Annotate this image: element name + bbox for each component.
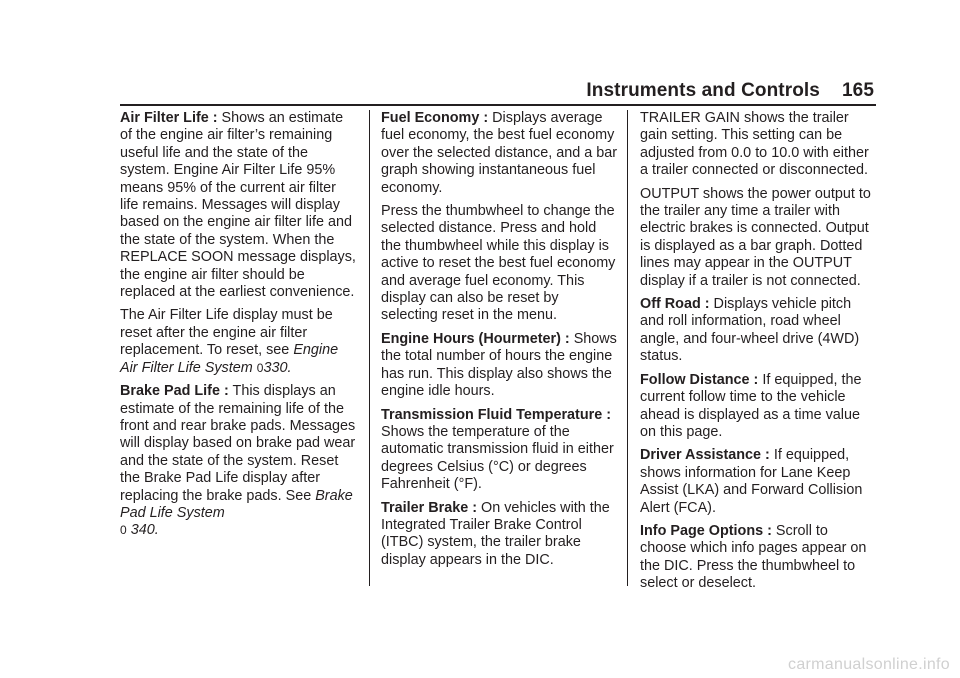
- paragraph-transmission-fluid-temperature: Transmission Fluid Temperature : Shows the temperature of the automatic transmission fluid in either degrees Celsius (°C) or degrees Fahrenheit (°F).: [381, 406, 614, 493]
- paragraph-driver-assistance: Driver Assistance : If equipped, shows information for Lane Keep Assist (LKA) and Forward Collision Alert (FCA).: [640, 447, 863, 516]
- term-air-filter-life: Air Filter Life :: [120, 110, 218, 126]
- paragraph-trailer-gain: TRAILER GAIN shows the trailer gain setting. This setting can be adjusted from 0.0 to 10.0 with either a trailer connected or disconnected.: [640, 110, 869, 179]
- left-column: [120, 110, 356, 546]
- term-transmission-fluid-temperature: Transmission Fluid Temperature :: [381, 406, 612, 423]
- page-number: 165: [841, 80, 874, 101]
- term-follow-distance: Follow Distance :: [640, 371, 759, 388]
- term-off-road: Off Road :: [640, 296, 710, 313]
- paragraph-air-filter-life: Air Filter Life : Shows an estimate of the engine air filter’s remaining useful life and the state of the system. Engine Air Filter Life 95% means 95% of the current air filter life remains. Messages will display based on the engine air filter life and the state of the system. When the REPLACE SOON message displays, the engine air filter should be replaced at the earliest convenience.: [120, 110, 356, 301]
- column-divider-left: [369, 110, 370, 586]
- paragraph-info-page-options: Info Page Options : Scroll to choose which info pages appear on the DIC. Press the thumbwheel to select or deselect.: [640, 522, 867, 592]
- term-engine-hours: Engine Hours (Hourmeter) :: [381, 330, 570, 347]
- term-trailer-brake: Trailer Brake :: [381, 499, 477, 516]
- section-title: Instruments and Controls: [586, 80, 820, 101]
- header-rule: [120, 104, 876, 106]
- page-header: [586, 80, 874, 102]
- paragraph-trailer-brake: Trailer Brake : On vehicles with the Integrated Trailer Brake Control (ITBC) system, the trailer brake display appears in the DIC.: [381, 499, 610, 568]
- page-ref-icon: 0: [120, 523, 127, 538]
- paragraph-off-road: Off Road : Displays vehicle pitch and roll information, road wheel angle, and four-wheel drive (4WD) status.: [640, 296, 860, 365]
- term-driver-assistance: Driver Assistance :: [640, 447, 770, 464]
- watermark: carmanualsonline.info: [788, 656, 950, 673]
- column-divider-right: [627, 110, 628, 586]
- paragraph-fuel-economy-reset: Press the thumbwheel to change the selected distance. Press and hold the thumbwheel while this display is active to reset the best fuel economy and average fuel economy. This display can also be reset by selecting reset in the menu.: [381, 203, 616, 324]
- term-fuel-economy: Fuel Economy :: [381, 110, 489, 126]
- paragraph-fuel-economy: Fuel Economy : Displays average fuel economy, the best fuel economy over the selected distance, and a bar graph showing instantaneous fuel economy.: [381, 110, 617, 196]
- paragraph-air-filter-reset: The Air Filter Life display must be reset after the engine air filter replacement. To reset, see Engine Air Filter Life System 0330.: [120, 307, 339, 376]
- paragraph-output: OUTPUT shows the power output to the trailer any time a trailer with electric brakes is connected. Output is displayed as a bar graph. Dotted lines may appear in the OUTPUT display if a trailer is not connected.: [640, 185, 871, 289]
- term-brake-pad-life: Brake Pad Life :: [120, 383, 229, 400]
- paragraph-brake-pad-life: Brake Pad Life : This displays an estimate of the remaining life of the front and rear brake pads. Messages will display based on brake pad wear and the state of the system. Reset the Brake Pad Life display after replacing the brake pads. See Brake Pad Life System 0 340.: [120, 383, 356, 539]
- link-brake-pad-life-system[interactable]: Brake Pad Life System 0 340.: [120, 487, 353, 539]
- middle-column: [381, 110, 617, 575]
- link-engine-air-filter-life-system[interactable]: Engine Air Filter Life System 0330.: [120, 342, 339, 376]
- term-info-page-options: Info Page Options :: [640, 522, 772, 539]
- paragraph-follow-distance: Follow Distance : If equipped, the current follow time to the vehicle ahead is displayed as a time value on this page.: [640, 371, 862, 440]
- paragraph-engine-hours: Engine Hours (Hourmeter) : Shows the total number of hours the engine has run. This display also shows the engine idle hours.: [381, 330, 617, 400]
- page-ref-icon: 0: [256, 360, 264, 375]
- right-column: [640, 110, 876, 599]
